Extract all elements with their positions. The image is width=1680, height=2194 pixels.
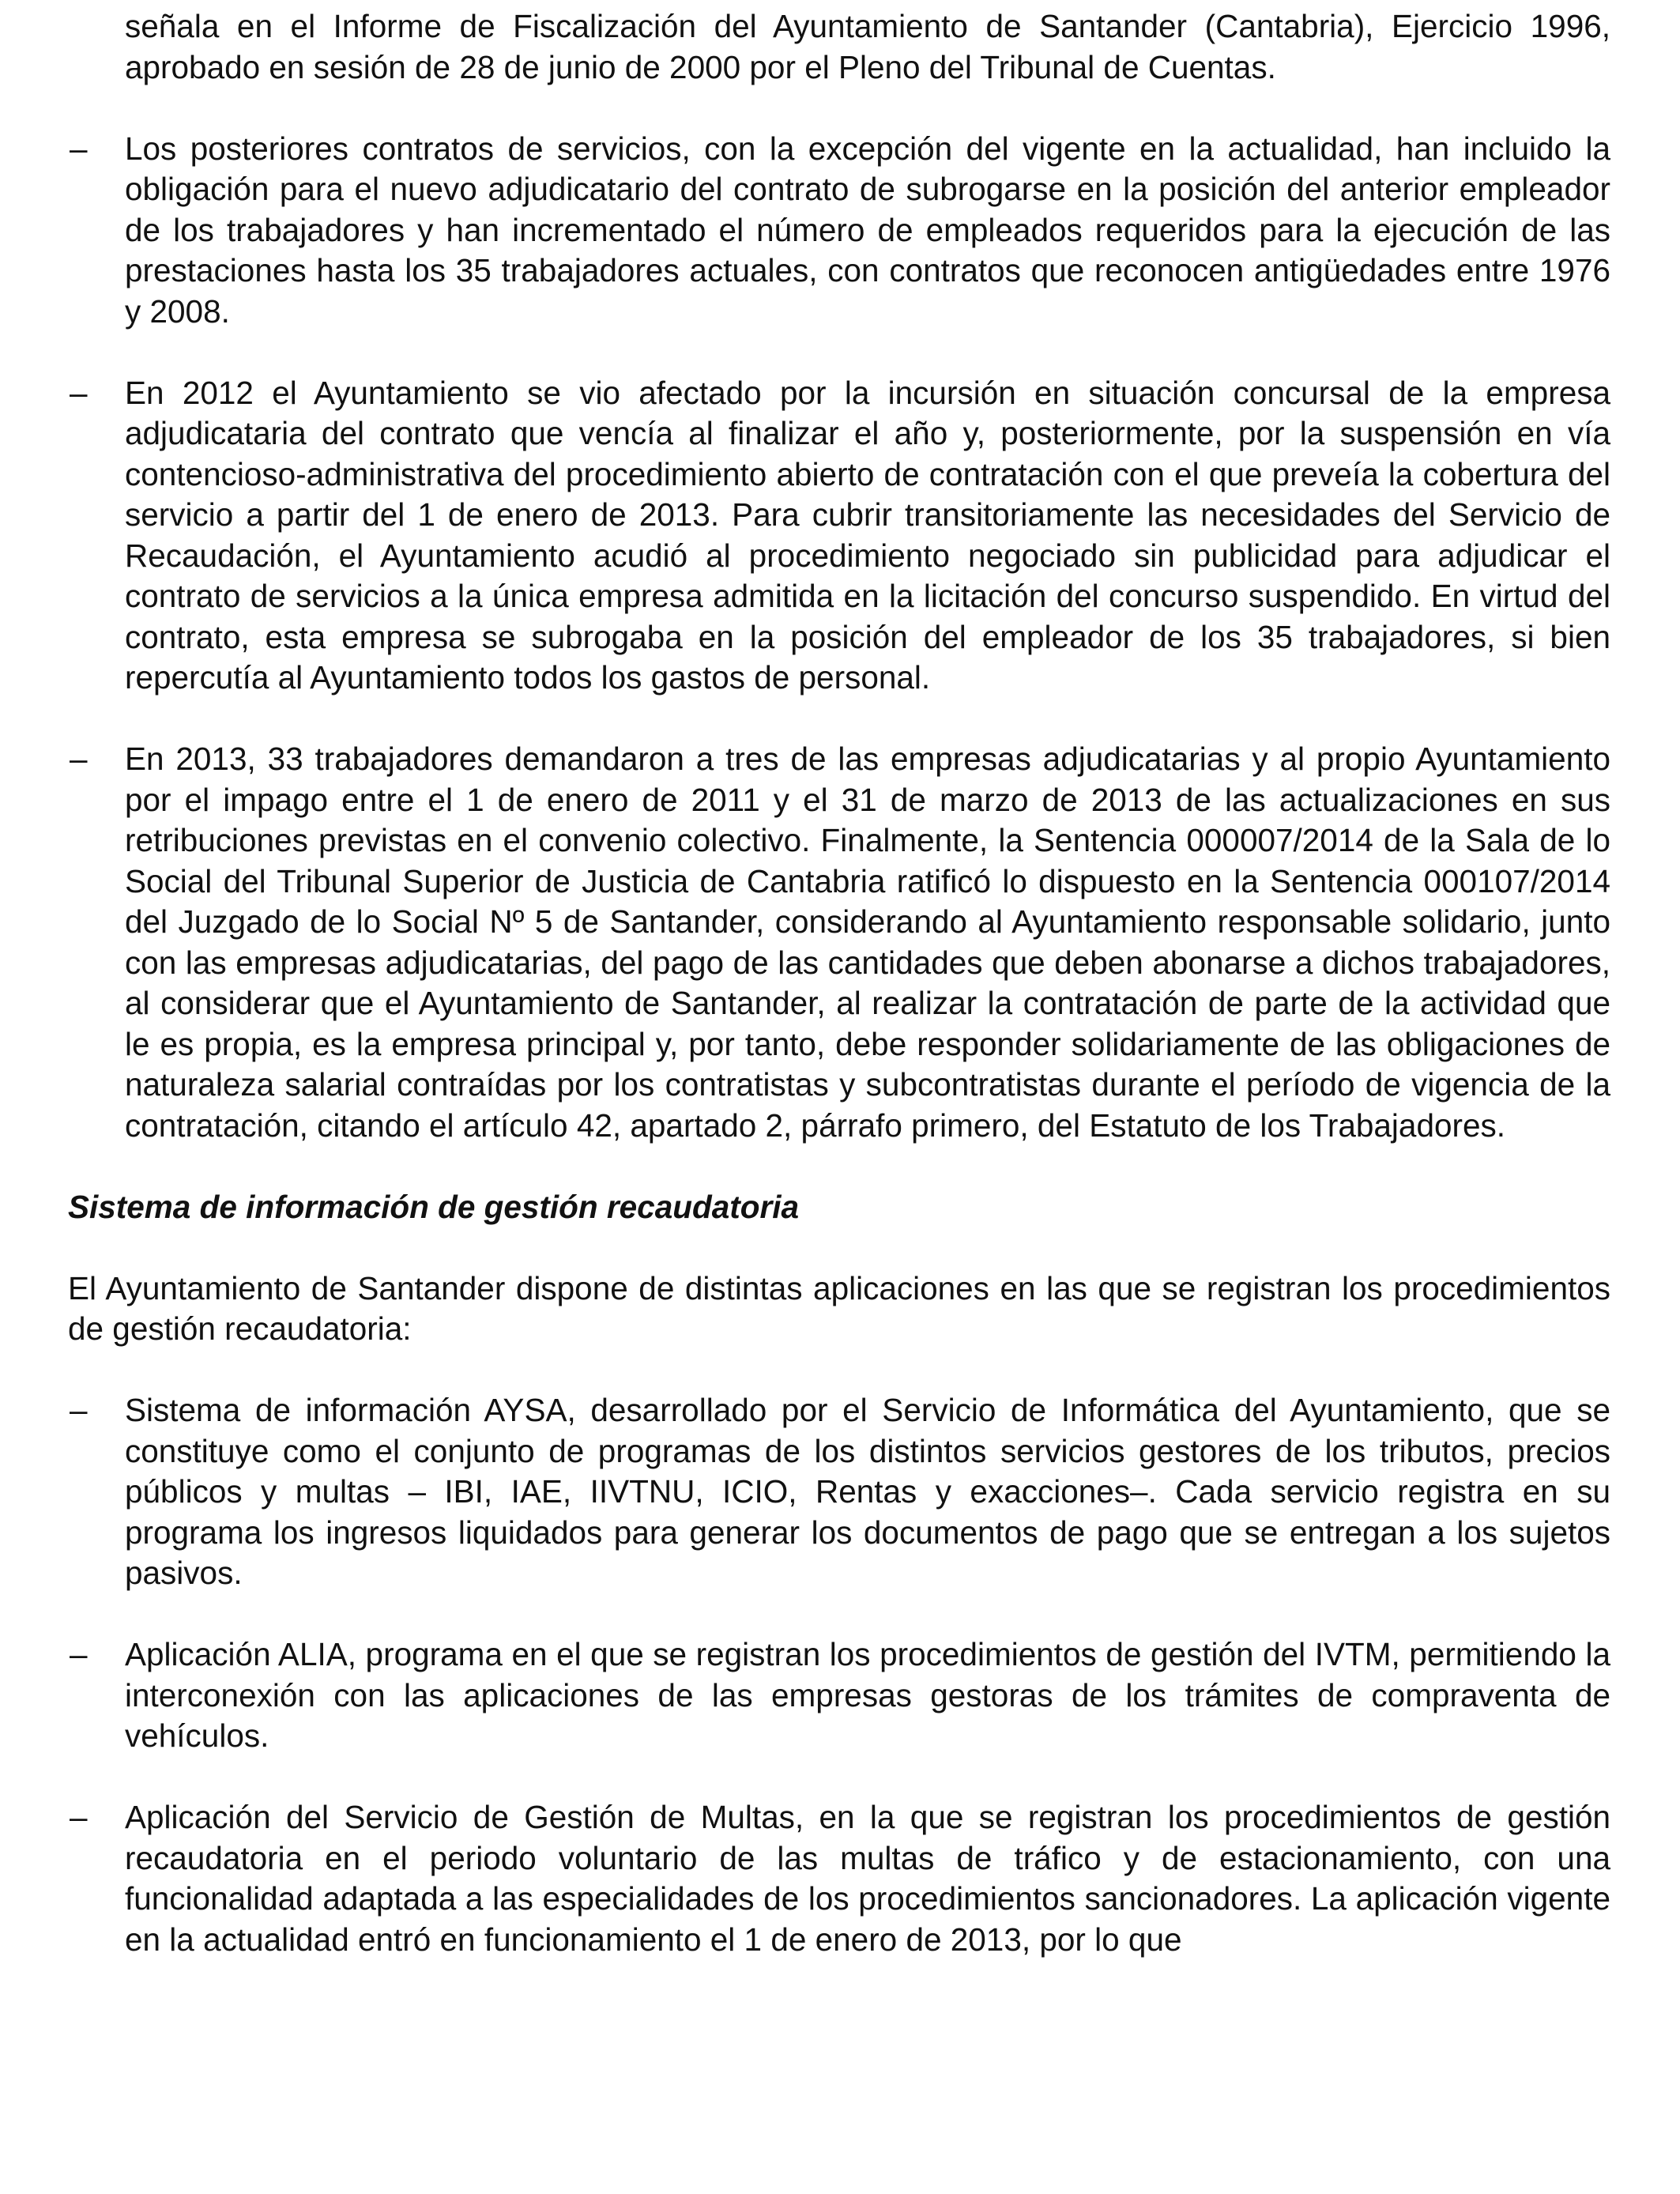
- list-applications: [68, 1390, 1610, 1960]
- dash-bullet: –: [70, 374, 88, 411]
- list-item: [68, 1797, 1610, 1960]
- dash-bullet: –: [70, 1392, 88, 1428]
- list-item: [68, 1390, 1610, 1594]
- section-heading: Sistema de información de gestión recaudatoria: [68, 1188, 799, 1225]
- list-item: [68, 129, 1610, 333]
- dash-bullet: –: [70, 130, 88, 167]
- list-item-text: Los posteriores contratos de servicios, con la excepción del vigente en la actualidad, han incluido la obligación para el nuevo adjudicatario del contrato de subrogarse en la posición del anterior empleador de los trabajadores y han incrementado el número de empleados requeridos para la ejecución de las prestaciones hasta los 35 trabajadores actuales, con contratos que reconocen antigüedades entre 1976 y 2008.: [125, 130, 1610, 330]
- dash-bullet: –: [70, 741, 88, 777]
- list-item: [68, 1634, 1610, 1757]
- list-item-text: En 2013, 33 trabajadores demandaron a tres de las empresas adjudicatarias y al propio Ayuntamiento por el impago entre el 1 de enero de 2011 y el 31 de marzo de 2013 de las actualizaciones en sus retribuciones previstas en el convenio colectivo. Finalmente, la Sentencia 000007/2014 de la Sala de lo Social del Tribunal Superior de Justicia de Cantabria ratificó lo dispuesto en la Sentencia 000107/2014 del Juzgado de lo Social Nº 5 de Santander, considerando al Ayuntamiento responsable solidario, junto con las empresas adjudicatarias, del pago de las cantidades que deben abonarse a dichos trabajadores, al considerar que el Ayuntamiento de Santander, al realizar la contratación de parte de la actividad que le es propia, es la empresa principal y, por tanto, debe responder solidariamente de las obligaciones de naturaleza salarial contraídas por los contratistas y subcontratistas durante el período de vigencia de la contratación, citando el artículo 42, apartado 2, párrafo primero, del Estatuto de los Trabajadores.: [125, 741, 1610, 1144]
- continuation-paragraph: señala en el Informe de Fiscalización del Ayuntamiento de Santander (Cantabria), Ejercicio 1996, aprobado en sesión de 28 de junio de 2000 por el Pleno del Tribunal de Cuentas.: [125, 8, 1610, 85]
- list-item-text: Sistema de información AYSA, desarrollado por el Servicio de Informática del Ayuntamiento, que se constituye como el conjunto de programas de los distintos servicios gestores de los tributos, precios públicos y multas – IBI, IAE, IIVTNU, ICIO, Rentas y exacciones–. Cada servicio registra en su programa los ingresos liquidados para generar los documentos de pago que se entregan a los sujetos pasivos.: [125, 1392, 1610, 1591]
- list-item-text: Aplicación ALIA, programa en el que se registran los procedimientos de gestión del IVTM, permitiendo la interconexión con las aplicaciones de las empresas gestoras de los trámites de compraventa de vehículos.: [125, 1636, 1610, 1754]
- list-item: [68, 739, 1610, 1146]
- dash-bullet: –: [70, 1636, 88, 1672]
- intro-paragraph: El Ayuntamiento de Santander dispone de distintas aplicaciones en las que se registran los procedimientos de gestión recaudatoria:: [68, 1269, 1610, 1347]
- document-page: [68, 6, 1610, 2001]
- list-item-text: En 2012 el Ayuntamiento se vio afectado por la incursión en situación concursal de la empresa adjudicataria del contrato que vencía al finalizar el año y, posteriormente, por la suspensión en vía contencioso-administrativa del procedimiento abierto de contratación con el que preveía la cobertura del servicio a partir del 1 de enero de 2013. Para cubrir transitoriamente las necesidades del Servicio de Recaudación, el Ayuntamiento acudió al procedimiento negociado sin publicidad para adjudicar el contrato de servicios a la única empresa admitida en la licitación del concurso suspendido. En virtud del contrato, esta empresa se subrogaba en la posición del empleador de los 35 trabajadores, si bien repercutía al Ayuntamiento todos los gastos de personal.: [125, 374, 1610, 696]
- dash-bullet: –: [70, 1799, 88, 1835]
- list-contracts: [68, 129, 1610, 1147]
- list-item-text: Aplicación del Servicio de Gestión de Multas, en la que se registran los procedimientos de gestión recaudatoria en el periodo voluntario de las multas de tráfico y de estacionamiento, con una funcionalidad adaptada a las especialidades de los procedimientos sancionadores. La aplicación vigente en la actualidad entró en funcionamiento el 1 de enero de 2013, por lo que: [125, 1799, 1610, 1958]
- list-item: [68, 373, 1610, 699]
